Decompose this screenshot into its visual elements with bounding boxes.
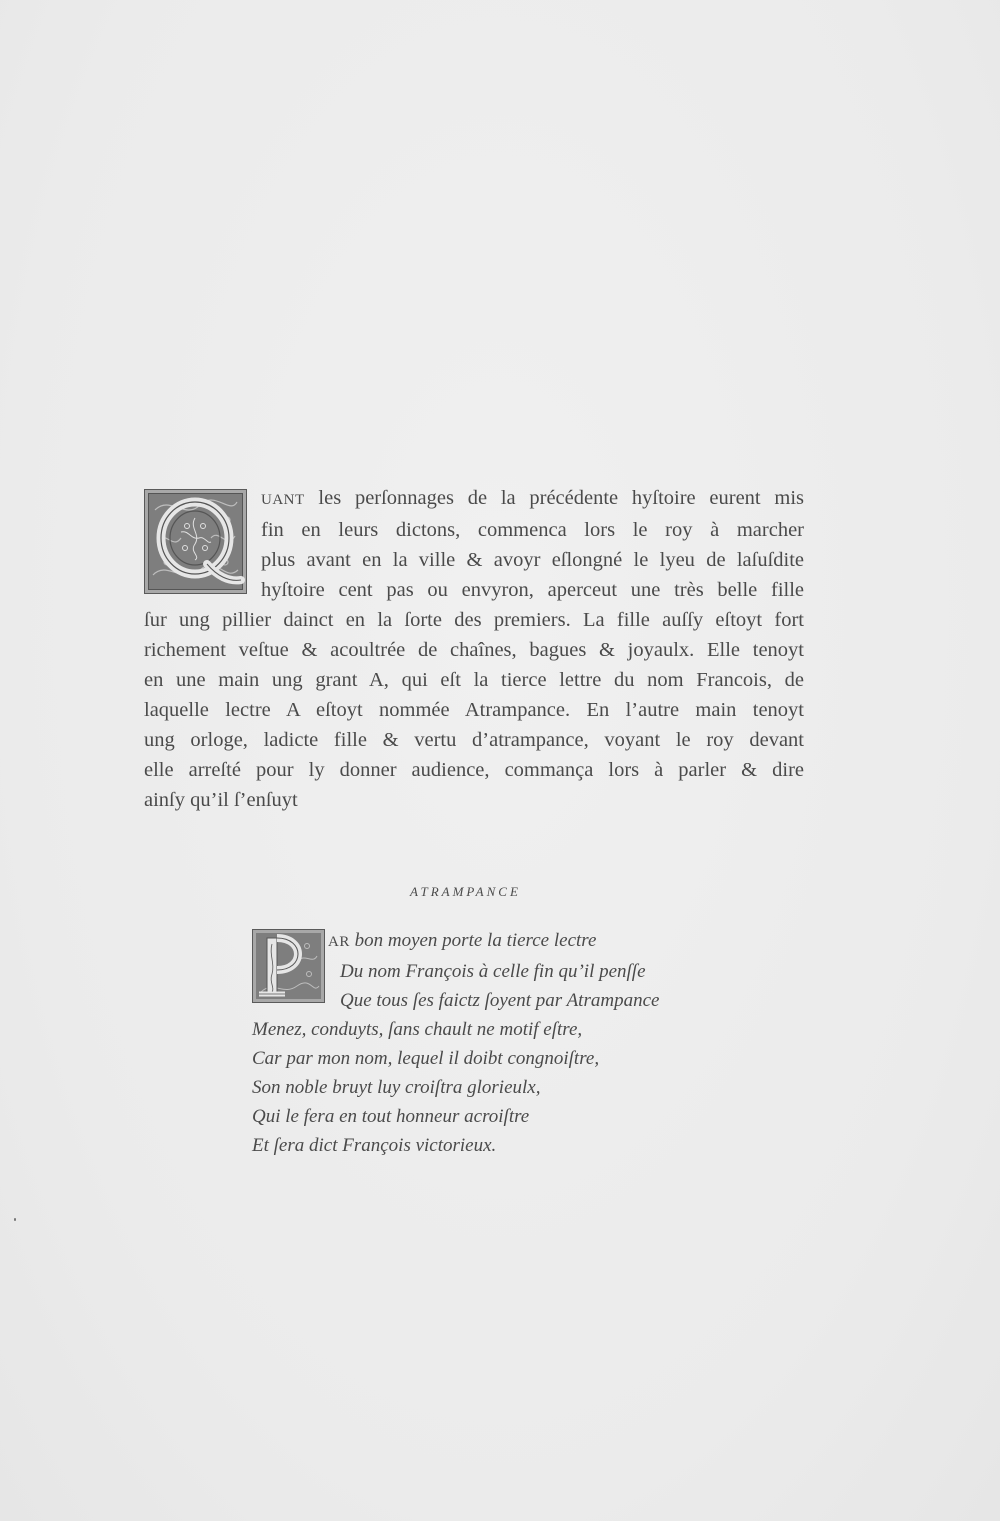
prose-line-2: fin en leurs dictons, commenca lors le roy à marcher <box>261 519 804 541</box>
prose-lead-smallcaps: UANT <box>261 492 305 508</box>
prose-line-6: richement veſtue & acoultrée de chaînes, bagues & joyaulx. Elle tenoyt <box>144 639 804 661</box>
poem-line-7: Qui le fera en tout honneur acroiſtre <box>252 1106 530 1127</box>
poem-line-5: Car par mon nom, lequel il doibt congnoiſtre, <box>252 1048 600 1069</box>
paper-speck <box>14 1218 16 1221</box>
prose-line-1: UANT les perſonnages de la précédente hyſtoire eurent mis <box>261 487 804 509</box>
poem-line-6: Son noble bruyt luy croiſtra glorieulx, <box>252 1077 541 1098</box>
poem-line-2: Du nom François à celle fin qu’il penſſe <box>340 961 646 982</box>
prose-line-11: ainſy qu’il ſ’enſuyt <box>144 789 298 811</box>
poem-title: ATRAMPANCE <box>410 884 521 899</box>
prose-line-10: elle arreſté pour ly donner audience, commança lors à parler & dire <box>144 759 804 781</box>
poem-line-3: Que tous ſes faictz ſoyent par Atrampance <box>340 990 660 1011</box>
poem-verse <box>252 926 772 1160</box>
prose-line-8: laquelle lectre A eſtoyt nommée Atrampance. En l’autre main tenoyt <box>144 699 804 721</box>
prose-paragraph <box>144 483 804 815</box>
poem-line-8: Et ſera dict François victorieux. <box>252 1135 497 1156</box>
prose-line-5: ſur ung pillier dainct en la ſorte des premiers. La fille auſſy eſtoyt fort <box>144 609 804 631</box>
poem-line-4: Menez, conduyts, ſans chault ne motif eſtre, <box>252 1019 583 1040</box>
poem-lead-smallcaps: AR <box>328 934 350 950</box>
prose-line-4: hyſtoire cent pas ou envyron, aperceut une très belle fille <box>261 579 804 601</box>
poem-line-1: AR bon moyen porte la tierce lectre <box>328 930 597 951</box>
prose-line-9: ung orloge, ladicte fille & vertu d’atrampance, voyant le roy devant <box>144 729 804 751</box>
prose-line-3: plus avant en la ville & avoyr eſlongné le lyeu de laſuſdite <box>261 549 804 571</box>
prose-line-7: en une main ung grant A, qui eſt la tierce lettre du nom Francois, de <box>144 669 804 691</box>
